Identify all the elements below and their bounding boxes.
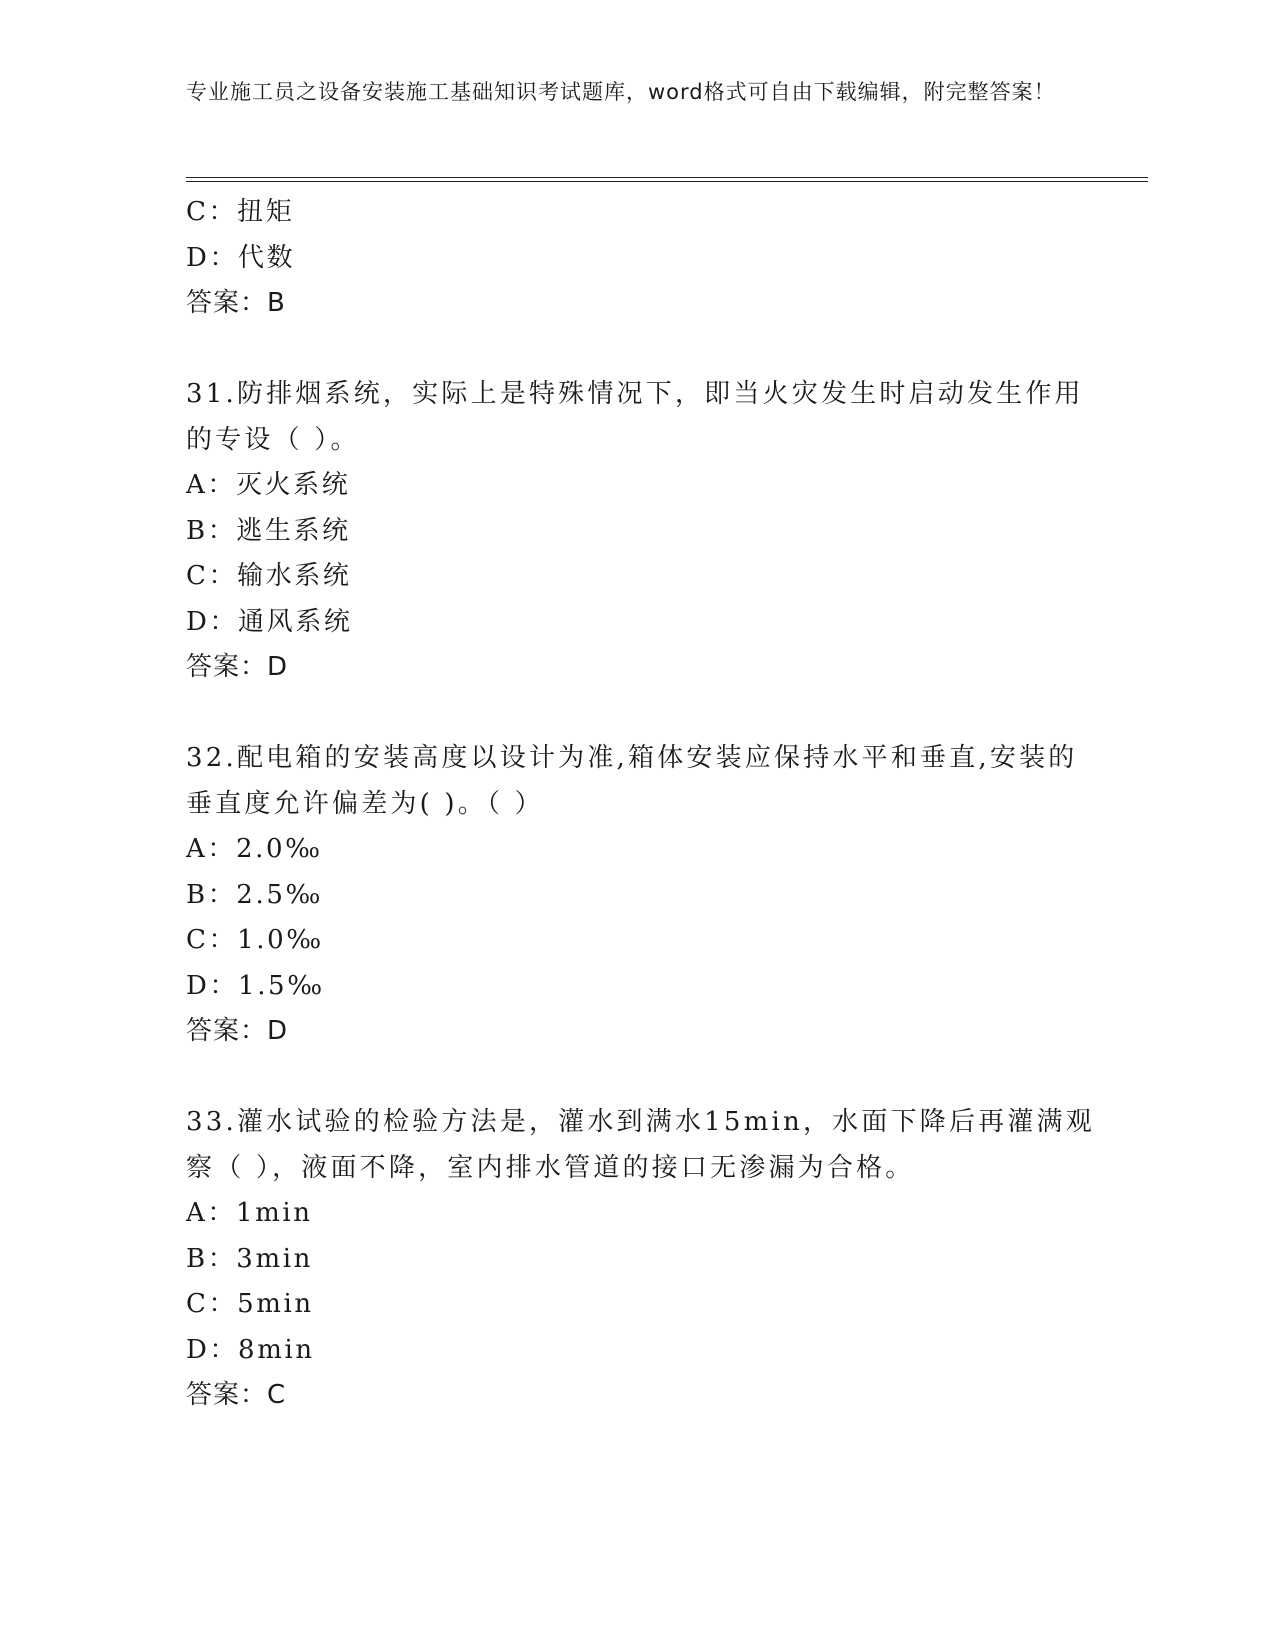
option-line: B：逃生系统 [186,515,351,546]
question-text: 察（ ），液面不降，室内排水管道的接口无渗漏为合格。 [186,1152,915,1183]
option-line: A：1min [186,1198,313,1228]
answer-line: 答案：B [186,288,286,318]
option-line: A：2.0‰ [186,834,323,864]
question-text: 31.防排烟系统，实际上是特殊情况下，即当火灾发生时启动发生作用 [186,379,1084,409]
option-line: D：8min [186,1334,315,1365]
answer-line: 答案：D [186,652,289,682]
option-line: A：灭火系统 [186,470,351,500]
option-line: D：通风系统 [186,606,353,637]
option-line: C：输水系统 [186,561,352,591]
option-line: B：2.5‰ [186,879,323,910]
answer-line: 答案：C [186,1380,287,1410]
header-divider [186,177,1148,182]
answer-line: 答案：D [186,1016,289,1046]
question-text: 32.配电箱的安装高度以设计为准,箱体安装应保持水平和垂直,安装的 [186,743,1078,773]
spacer [186,327,1086,373]
option-line: D：1.5‰ [186,970,325,1001]
option-line: D：代数 [186,242,296,273]
page-header: 专业施工员之设备安装施工基础知识考试题库，word格式可自由下载编辑，附完整答案！ [186,80,1056,104]
question-text: 垂直度允许偏差为( )。（ ） [186,788,544,819]
spacer [186,1055,1086,1101]
question-text: 33.灌水试验的检验方法是，灌水到满水15min，水面下降后再灌满观 [186,1107,1095,1137]
option-line: C：5min [186,1289,314,1319]
spacer [186,691,1086,737]
option-line: B：3min [186,1243,313,1274]
option-line: C：扭矩 [186,197,295,227]
option-line: C：1.0‰ [186,925,324,955]
question-content [186,190,1095,1419]
question-text: 的专设（ ）。 [186,424,360,455]
